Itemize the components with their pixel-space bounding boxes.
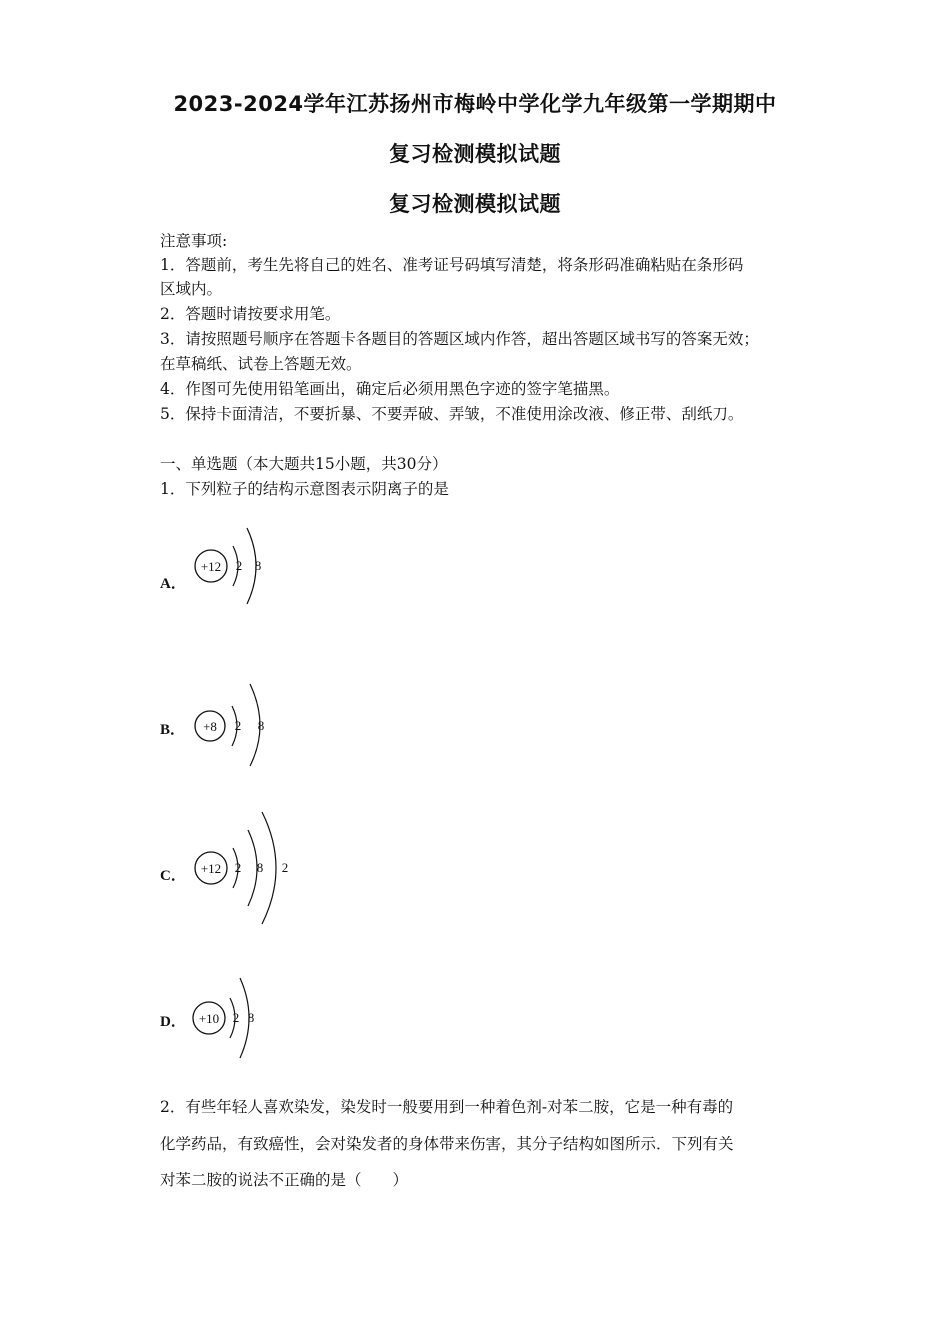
electron-shell-arc	[262, 812, 276, 924]
nucleus-charge: +10	[198, 1011, 220, 1026]
nucleus-charge: +12	[200, 861, 222, 876]
option-a-atom-diagram	[190, 520, 280, 610]
shell-electrons: 8	[256, 860, 264, 875]
option-d-atom-diagram	[190, 972, 280, 1062]
option-d-label: D．	[160, 1014, 186, 1030]
notice-line: 5．保持卡面清洁，不要折暴、不要弄破、弄皱，不准使用涂改液、修正带、刮纸刀。	[160, 405, 744, 423]
section-heading: 一、单选题（本大题共15小题，共30分）	[160, 455, 448, 473]
shell-electrons: 8	[257, 718, 265, 733]
option-a-label: A．	[160, 576, 186, 592]
shell-electrons: 2	[234, 718, 242, 733]
notice-line: 区域内。	[160, 280, 223, 298]
question-2-line: 对苯二胺的说法不正确的是（ ）	[160, 1171, 409, 1189]
exam-title-line1: 2023-2024学年江苏扬州市梅岭中学化学九年级第一学期期中	[173, 92, 777, 116]
question-1-stem: 1．下列粒子的结构示意图表示阴离子的是	[160, 480, 449, 498]
nucleus-charge: +12	[200, 559, 222, 574]
option-b-atom-diagram	[190, 680, 280, 770]
notice-line: 在草稿纸、试卷上答题无效。	[160, 355, 362, 373]
notice-line: 3．请按照题号顺序在答题卡各题目的答题区域内作答，超出答题区域书写的答案无效；	[160, 330, 759, 348]
option-b-label: B．	[160, 722, 186, 738]
exam-title-line3: 复习检测模拟试题	[389, 192, 561, 216]
shell-electrons: 2	[232, 1010, 240, 1025]
shell-electrons: 2	[281, 860, 289, 875]
exam-title-line2: 复习检测模拟试题	[389, 142, 561, 166]
electron-shell-arc	[248, 830, 257, 906]
notice-heading: 注意事项:	[160, 232, 228, 250]
option-c-label: C．	[160, 868, 186, 884]
notice-line: 4．作图可先使用铅笔画出，确定后必须用黑色字迹的签字笔描黑。	[160, 380, 620, 398]
option-c-atom-diagram	[190, 808, 300, 928]
notice-line: 1．答题前，考生先将自己的姓名、准考证号码填写清楚，将条形码准确粘贴在条形码	[160, 256, 744, 274]
nucleus-charge: +8	[203, 719, 217, 734]
shell-electrons: 8	[247, 1010, 255, 1025]
shell-electrons: 2	[235, 558, 243, 573]
shell-electrons: 8	[254, 558, 262, 573]
shell-electrons: 2	[234, 860, 242, 875]
question-2-line: 2．有些年轻人喜欢染发，染发时一般要用到一种着色剂-对苯二胺，它是一种有毒的	[160, 1098, 734, 1116]
notice-line: 2．答题时请按要求用笔。	[160, 305, 341, 323]
question-2-line: 化学药品，有致癌性，会对染发者的身体带来伤害，其分子结构如图所示．下列有关	[160, 1135, 734, 1153]
